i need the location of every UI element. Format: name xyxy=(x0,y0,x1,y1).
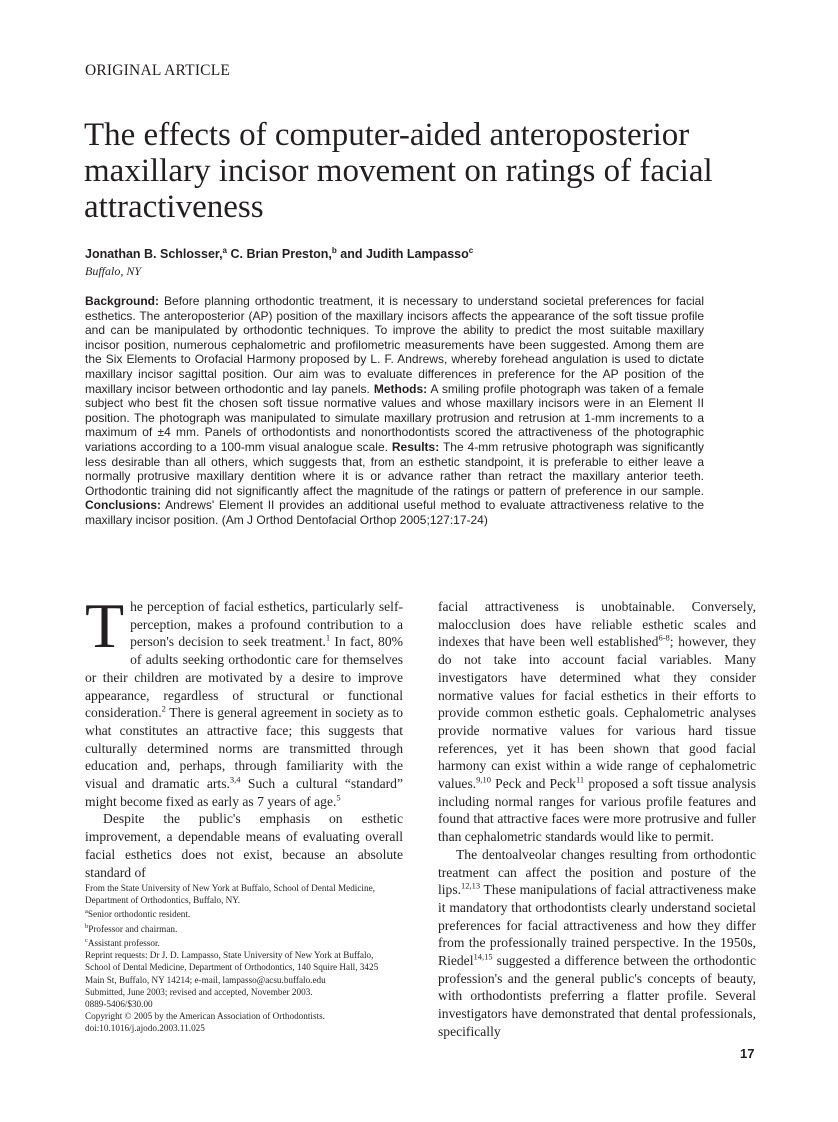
abstract-methods-label: Methods: xyxy=(369,381,428,396)
footnote-line: Submitted, June 2003; revised and accepted, November 2003. xyxy=(85,986,313,997)
abstract-conclusions-text: Andrews' Element II provides an additional useful method to evaluate attractiveness relative to the maxillary incisor position. (Am J Orthod Dentofacial Orthop 2005;127:17-24) xyxy=(85,498,704,527)
citation-ref[interactable]: 1 xyxy=(325,632,331,643)
footnote-text: Professor and chairman. xyxy=(88,923,178,934)
footnote-line xyxy=(85,921,403,935)
author-name: and Judith Lampasso xyxy=(336,247,469,262)
footnote-line: Copyright © 2005 by the American Association of Orthodontists. xyxy=(85,1011,325,1022)
author-name: Jonathan B. Schlosser, xyxy=(85,247,223,262)
citation-ref[interactable]: 9,10 xyxy=(476,774,492,785)
citation-ref[interactable]: 12,13 xyxy=(461,880,481,891)
citation-ref[interactable]: 11 xyxy=(575,774,585,785)
citation-ref[interactable]: 14,15 xyxy=(473,951,493,962)
body-text: he perception of facial esthetics, particularly self-perception, makes a profound contribution to a person's decision to seek treatment. xyxy=(130,599,403,650)
body-text: proposed a soft tissue analysis including normal ranges for various profile features and found that attractive faces were more protrusive and fuller than cephalometric standards would like to permit. xyxy=(438,776,757,845)
drop-cap: T xyxy=(85,590,125,661)
affiliation-marker: c xyxy=(468,246,474,255)
abstract-results-label: Results: xyxy=(387,439,440,454)
section-label: ORIGINAL ARTICLE xyxy=(85,62,231,79)
footnote-line xyxy=(85,935,403,949)
body-paragraph xyxy=(438,598,756,846)
footnote-marker: b xyxy=(85,922,89,930)
footnotes xyxy=(85,882,403,1035)
body-text: suggested a difference between the orthodontic profession's and the general public's concepts of beauty, with orthodontists preferring a flatter profile. Several investigators have demonstrated that dental professionals, specifically xyxy=(438,953,756,1039)
body-text: facial attractiveness is unobtainable. Conversely, malocclusion does have reliable esthetic scales and indexes that have been well established xyxy=(438,599,756,650)
body-text: The dentoalveolar changes resulting from orthodontic treatment can affect the position and posture of the lips. xyxy=(438,846,756,898)
body-text: Peck and Peck xyxy=(491,776,576,792)
footnote-text: Assistant professor. xyxy=(87,938,160,948)
affiliation-marker: b xyxy=(331,246,337,255)
footnote-line: Reprint requests: Dr J. D. Lampasso, State University of New York at Buffalo, xyxy=(85,950,374,961)
footnote-line: School of Dental Medicine, Department of Orthodontics, 140 Squire Hall, 3425 xyxy=(85,962,379,973)
abstract-background-label: Background: xyxy=(85,294,160,308)
footnote-marker: a xyxy=(85,908,88,916)
body-paragraph xyxy=(85,810,403,881)
footnote-line[interactable]: Main St, Buffalo, NY 14214; e-mail, lampasso@acsu.buffalo.edu xyxy=(85,974,326,985)
abstract-methods-text: A smiling profile photograph was taken of a female subject who best fit the chosen soft tissue normative values and whose maxillary incisors were in an Element II position. The photograph was manipulated to simulate maxillary protrusion and retrusion at 1-mm increments to a maximum of ±4 mm. Panels of orthodontists and nonorthodontists scored the attractiveness of the photographic variations according to a 100-mm visual analogue scale. xyxy=(85,381,704,454)
body-text: Such a cultural “standard” might become fixed as early as 7 years of age. xyxy=(85,776,404,809)
abstract-results-text: The 4-mm retrusive photograph was significantly less desirable than all others, which suggests that, from an esthetic standpoint, it is preferable to either leave a normally protrusive maxillary dentition where it is or advance rather than retract the maxillary anterior teeth. Orthodontic training did not significantly affect the magnitude of the ratings or pattern of preference in our sample. xyxy=(85,439,704,498)
body-text: In fact, 80% of adults seeking orthodontic care for themselves or their children are motivated by a desire to improve appearance, regardless of structural or functional consideration. xyxy=(85,634,403,721)
author-location: Buffalo, NY xyxy=(85,264,142,278)
body-text: There is general agreement in society as to what constitutes an attractive face; this suggests that culturally determined norms are transmitted through education and, perhaps, through familiarity with the visual and dramatic arts. xyxy=(85,705,403,792)
footnote-marker: c xyxy=(85,936,88,944)
article-title: The effects of computer-aided anteroposterior maxillary incisor movement on ratings of facial attractiveness xyxy=(84,117,713,225)
body-text: ; however, they do not take into account facial variables. Many investigators have determined what they consider normative values for facial esthetics in their efforts to provide common esthetic goals. Cephalometric analyses provide normative values for various hard tissue references, yet it has been shown that good facial harmony can exist within a wide range of cephalometric values. xyxy=(438,634,756,792)
body-column-left xyxy=(85,590,404,881)
abstract xyxy=(85,294,704,528)
body-text: These manipulations of facial attractiveness make it mandatory that orthodontists clearly understand societal preferences for facial attractiveness and how they differ from the professionally trained perspective. In the 1950s, Riedel xyxy=(438,882,756,969)
abstract-conclusions-label: Conclusions: xyxy=(85,498,162,513)
citation-ref[interactable]: 6-8 xyxy=(658,632,670,643)
footnote-text: Senior orthodontic resident. xyxy=(87,909,191,920)
footnote-line: 0889-5406/$30.00 xyxy=(85,999,153,1010)
abstract-background-text: Before planning orthodontic treatment, it is necessary to understand societal preferences for facial esthetics. The anteroposterior (AP) position of the maxillary incisors affects the appearance of the soft tissue profile and can be manipulated by orthodontic techniques. To improve the ability to predict the most suitable maxillary incisor position, numerous cephalometric and profilometric measurements have been suggested. Among them are the Six Elements to Orofacial Harmony proposed by L. F. Andrews, whereby forehead angulation is used to dictate maxillary incisor sagittal position. Our aim was to evaluate differences in preference for the AP position of the maxillary incisor between orthodontic and lay panels. xyxy=(85,294,704,396)
footnote-line: Department of Orthodontics, Buffalo, NY. xyxy=(85,895,241,906)
author-list xyxy=(85,246,473,261)
page-number: 17 xyxy=(740,1046,755,1061)
affiliation-marker: a xyxy=(222,246,227,255)
body-paragraph xyxy=(85,590,404,810)
citation-ref[interactable]: 2 xyxy=(161,703,166,714)
body-text: Despite the public's emphasis on esthetic improvement, a dependable means of evaluating overall facial esthetics does not exist, because an absolute standard of xyxy=(85,811,403,880)
citation-ref[interactable]: 5 xyxy=(336,792,341,803)
body-column-right xyxy=(438,598,756,1041)
footnote-line[interactable]: doi:10.1016/j.ajodo.2003.11.025 xyxy=(85,1023,205,1034)
body-paragraph xyxy=(438,846,756,1041)
citation-ref[interactable]: 3,4 xyxy=(229,774,241,785)
footnote-line xyxy=(85,906,403,920)
footnote-line: From the State University of New York at Buffalo, School of Dental Medicine, xyxy=(85,883,375,893)
author-name: C. Brian Preston, xyxy=(227,247,332,262)
